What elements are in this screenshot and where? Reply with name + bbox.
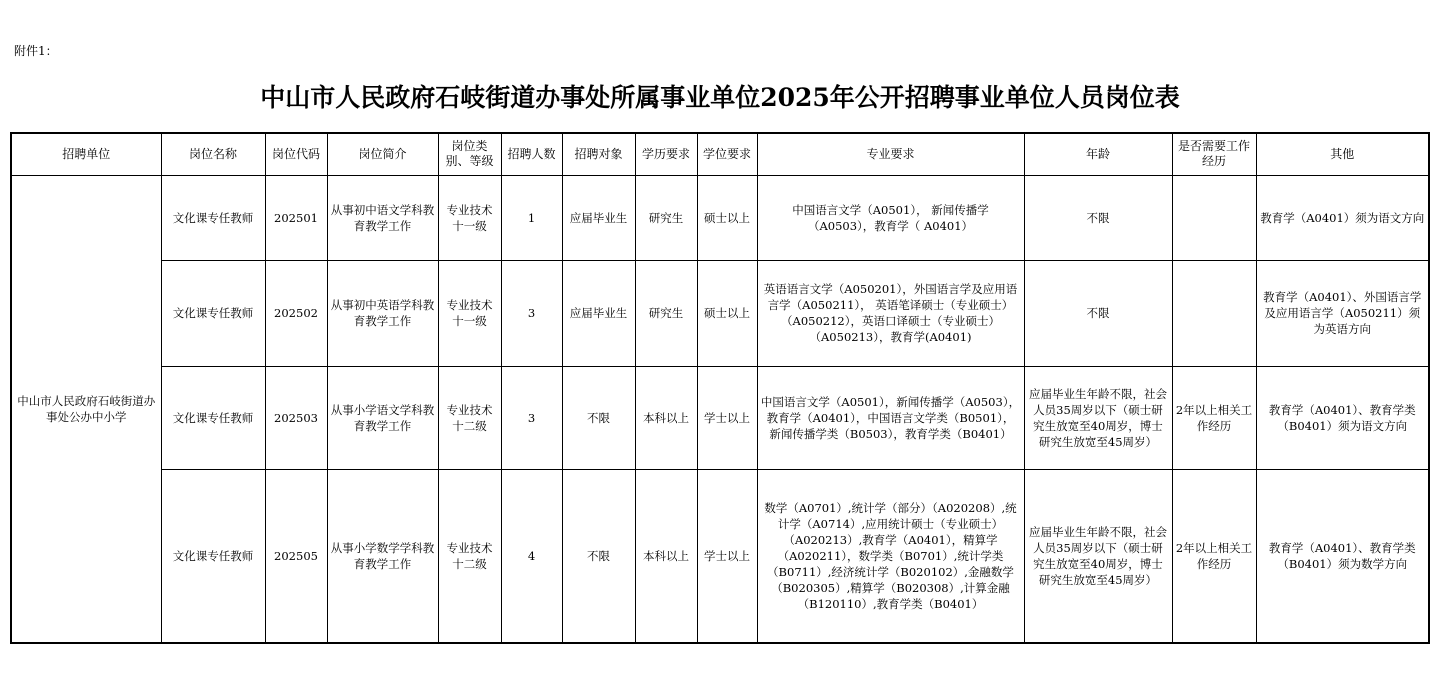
count-cell: 3 [501,366,562,469]
post-level-cell: 专业技术十二级 [438,366,501,469]
count-cell: 1 [501,175,562,260]
major-cell: 中国语言文学（A0501），新闻传播学（A0503）， 教育学（A0401），中国语言文学类（B0501）， 新闻传播学类（B0503），教育学类（B0401） [757,366,1024,469]
post-code-cell: 202502 [265,260,327,366]
other-cell: 教育学（A0401）、教育学类（B0401）须为语文方向 [1256,366,1429,469]
post-name-cell: 文化课专任教师 [161,366,265,469]
header-target: 招聘对象 [562,133,635,175]
header-count: 招聘人数 [501,133,562,175]
age-cell: 不限 [1024,260,1172,366]
degree-cell: 硕士以上 [697,260,757,366]
target-cell: 应届毕业生 [562,175,635,260]
edu-cell: 本科以上 [635,366,697,469]
other-cell: 教育学（A0401）、教育学类（B0401）须为数学方向 [1256,469,1429,643]
post-level-cell: 专业技术十二级 [438,469,501,643]
target-cell: 不限 [562,469,635,643]
age-cell: 应届毕业生年龄不限，社会人员35周岁以下（硕士研究生放宽至40周岁，博士研究生放宽至45周岁） [1024,469,1172,643]
post-desc-cell: 从事初中语文学科教育教学工作 [327,175,438,260]
experience-cell: 2年以上相关工作经历 [1172,469,1256,643]
target-cell: 应届毕业生 [562,260,635,366]
target-cell: 不限 [562,366,635,469]
table-row [11,469,1429,643]
age-cell: 应届毕业生年龄不限，社会人员35周岁以下（硕士研究生放宽至40周岁，博士研究生放宽至45周岁） [1024,366,1172,469]
header-post-level: 岗位类别、等级 [438,133,501,175]
post-level-cell: 专业技术十一级 [438,175,501,260]
header-post-desc: 岗位简介 [327,133,438,175]
experience-cell [1172,260,1256,366]
header-age: 年龄 [1024,133,1172,175]
count-cell: 4 [501,469,562,643]
header-other: 其他 [1256,133,1429,175]
edu-cell: 本科以上 [635,469,697,643]
post-code-cell: 202503 [265,366,327,469]
experience-cell [1172,175,1256,260]
page-title: 中山市人民政府石岐街道办事处所属事业单位2025年公开招聘事业单位人员岗位表 [260,83,1180,112]
post-code-cell: 202501 [265,175,327,260]
post-level-cell: 专业技术十一级 [438,260,501,366]
header-degree: 学位要求 [697,133,757,175]
edu-cell: 研究生 [635,260,697,366]
other-cell: 教育学（A0401）须为语文方向 [1256,175,1429,260]
major-cell: 中国语言文学（A0501）， 新闻传播学（A0503），教育学（ A0401） [757,175,1024,260]
other-cell: 教育学（A0401）、外国语言学及应用语言学（A050211）须为英语方向 [1256,260,1429,366]
header-experience: 是否需要工作经历 [1172,133,1256,175]
table-row [11,260,1429,366]
post-desc-cell: 从事初中英语学科教育教学工作 [327,260,438,366]
header-unit: 招聘单位 [11,133,161,175]
header-edu: 学历要求 [635,133,697,175]
post-name-cell: 文化课专任教师 [161,260,265,366]
age-cell: 不限 [1024,175,1172,260]
header-post-code: 岗位代码 [265,133,327,175]
post-desc-cell: 从事小学语文学科教育教学工作 [327,366,438,469]
degree-cell: 学士以上 [697,469,757,643]
degree-cell: 硕士以上 [697,175,757,260]
table-row [11,175,1429,260]
count-cell: 3 [501,260,562,366]
degree-cell: 学士以上 [697,366,757,469]
unit-cell: 中山市人民政府石岐街道办事处公办中小学 [11,175,161,643]
header-major: 专业要求 [757,133,1024,175]
major-cell: 英语语言文学（A050201），外国语言学及应用语言学（A050211）， 英语笔译硕士（专业硕士）（A050212），英语口译硕士（专业硕士） （A050213），教育学(A0401) [757,260,1024,366]
attachment-label: 附件1： [14,44,58,58]
header-post-name: 岗位名称 [161,133,265,175]
post-desc-cell: 从事小学数学学科教育教学工作 [327,469,438,643]
recruitment-table [10,132,1430,644]
post-name-cell: 文化课专任教师 [161,469,265,643]
post-code-cell: 202505 [265,469,327,643]
header-row [11,133,1429,175]
edu-cell: 研究生 [635,175,697,260]
experience-cell: 2年以上相关工作经历 [1172,366,1256,469]
post-name-cell: 文化课专任教师 [161,175,265,260]
table-row [11,366,1429,469]
major-cell: 数学（A0701）,统计学（部分）（A020208）,统计学（A0714）,应用统计硕士（专业硕士）（A020213）,教育学（A0401），精算学（A020211），数学类（B0701）,统计学类（B0711）,经济统计学（B020102）,金融数学（B020305）,精算学（B020308）,计算金融（B120110）,教育学类（B0401） [757,469,1024,643]
